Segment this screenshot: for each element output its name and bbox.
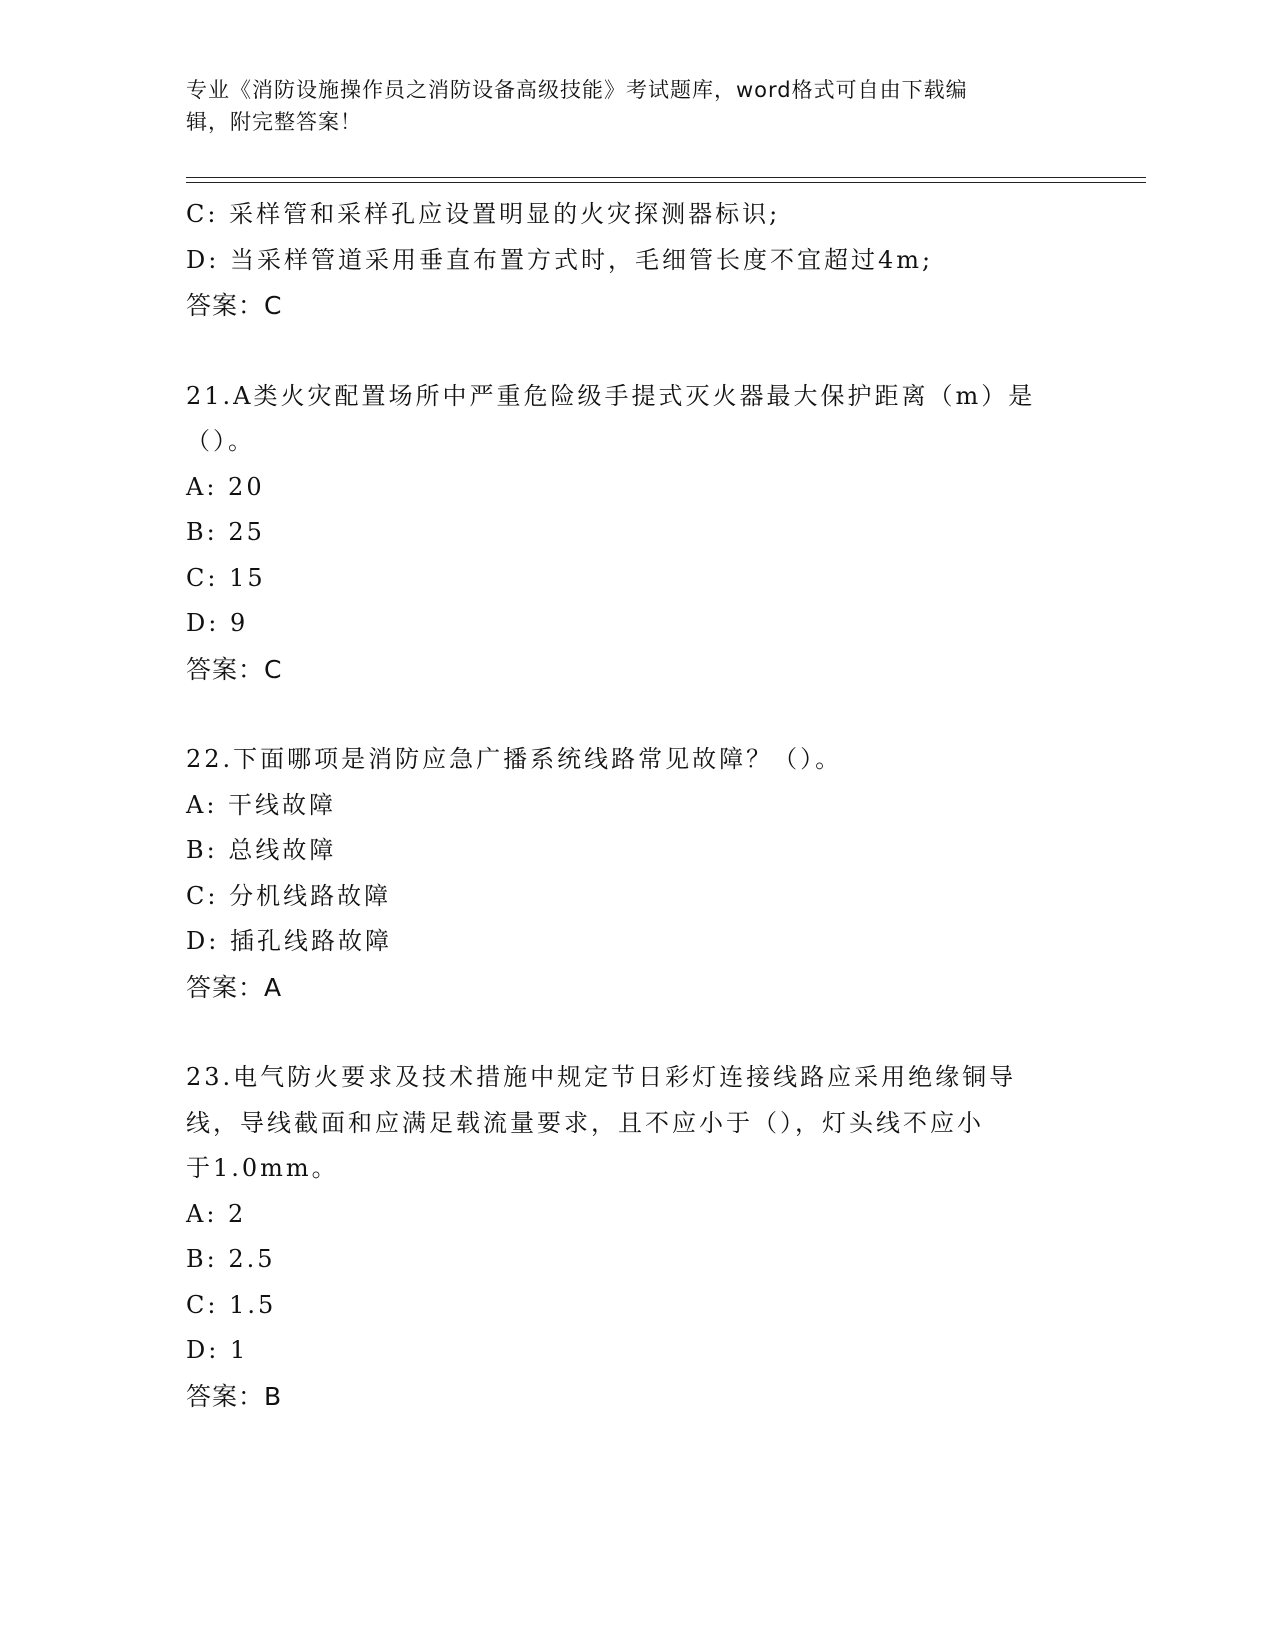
option-c: C: 15	[186, 563, 266, 592]
answer-line: 答案：B	[186, 1381, 283, 1411]
question-22	[186, 737, 1086, 1010]
answer-line: 答案：C	[186, 291, 283, 320]
option-a: A: 干线故障	[186, 790, 337, 819]
question-continued	[186, 192, 1086, 329]
option-b: B: 总线故障	[186, 836, 337, 864]
option-c: C: 分机线路故障	[186, 881, 392, 910]
answer-line: 答案：C	[186, 654, 283, 684]
option-d: D: 1	[186, 1336, 249, 1364]
option-b: B: 2.5	[186, 1245, 276, 1273]
header-divider-bottom	[186, 182, 1146, 183]
option-d: D: 当采样管道采用垂直布置方式时，毛细管长度不宜超过4m;	[186, 245, 934, 274]
question-21	[186, 374, 1086, 693]
answer-line: 答案：A	[186, 972, 283, 1002]
option-d: D: 插孔线路故障	[186, 927, 392, 955]
question-text-line: 22.下面哪项是消防应急广播系统线路常见故障？（）。	[186, 745, 843, 773]
option-c: C: 采样管和采样孔应设置明显的火灾探测器标识;	[186, 200, 781, 228]
question-text-line: （）。	[186, 427, 255, 455]
option-c: C: 1.5	[186, 1290, 277, 1319]
question-text-line: 21.A类火灾配置场所中严重危险级手提式灭火器最大保护距离（m）是	[186, 381, 1036, 410]
option-b: B: 25	[186, 518, 265, 546]
question-content	[186, 192, 1086, 1419]
header-divider-top	[186, 177, 1146, 178]
option-d: D: 9	[186, 609, 249, 637]
header-line-1: 专业《消防设施操作员之消防设备高级技能》考试题库，word格式可自由下载编	[186, 78, 968, 102]
question-text-line: 线，导线截面和应满足载流量要求，且不应小于（），灯头线不应小	[186, 1108, 984, 1137]
document-header	[186, 74, 1066, 138]
option-a: A: 2	[186, 1199, 247, 1228]
question-23	[186, 1055, 1086, 1419]
option-a: A: 20	[186, 472, 265, 501]
question-text-line: 23.电气防火要求及技术措施中规定节日彩灯连接线路应采用绝缘铜导	[186, 1063, 1017, 1091]
question-text-line: 于1.0mm。	[186, 1154, 339, 1182]
header-line-2: 辑，附完整答案！	[186, 110, 362, 134]
